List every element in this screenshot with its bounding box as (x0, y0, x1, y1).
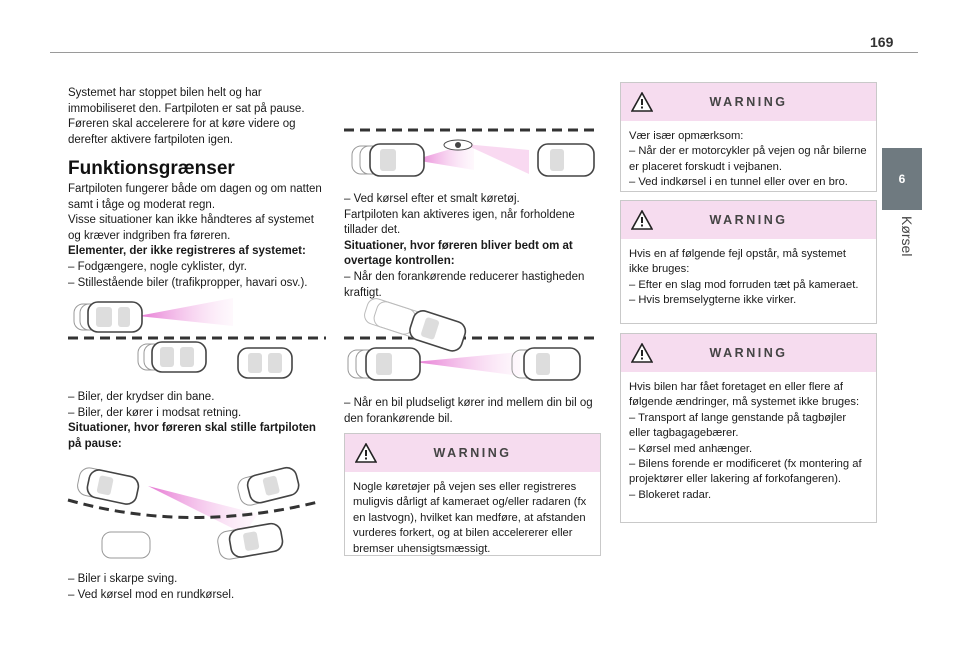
warning-title: WARNING (709, 95, 788, 109)
warning-icon (355, 443, 377, 463)
section-heading: Funktionsgrænser (68, 158, 235, 179)
warning-body (621, 372, 876, 509)
warning-intro: Hvis bilen har fået foretaget en eller flere af følgende ændringer, må systemet ikke bruges: (629, 381, 860, 409)
illustration-crossing-cars (68, 296, 326, 380)
warning-intro: Vær især opmærksom: (629, 130, 744, 142)
warning-item: – Kørsel med anhænger. (629, 442, 753, 455)
crossing-list-item: – Biler, der kører i modsat retning. (68, 406, 242, 419)
warning-header (621, 83, 876, 121)
warning-icon (631, 92, 653, 112)
limits-list-item: – Stillestående biler (trafikpropper, havari osv.). (68, 276, 308, 289)
curve-text (68, 572, 326, 603)
crossing-text (68, 390, 326, 452)
warning-text: Nogle køretøjer på vejen ses eller registreres muligvis dårligt af kameraet og/eller radaren (fx en lastvogn), hvilket kan medføre, at afstanden vurderes forkert, og at bilen accelererer eller bremser uhensigtsmæssigt. (353, 481, 587, 555)
warning-header (621, 201, 876, 239)
limits-p1: Fartpiloten fungerer både om dagen og om natten samt i tåge og moderat regn. (68, 183, 322, 211)
pause-heading: Situationer, hvor føreren skal stille fartpiloten på pause: (68, 422, 316, 450)
warning-box-motorcycles (620, 82, 877, 192)
warning-item: – Når der er motorcykler på vejen og når bilerne er placeret forskudt i vejbanen. (629, 145, 867, 173)
warning-item: – Efter en slag mod forruden tæt på kameraet. (629, 278, 859, 291)
narrow-text (344, 192, 600, 301)
limits-text (68, 182, 326, 291)
illustration-sharp-curve (68, 464, 326, 564)
limits-list-item: – Fodgængere, nogle cyklister, dyr. (68, 260, 247, 273)
narrow-list-item: – Ved kørsel efter et smalt køretøj. (344, 193, 520, 205)
intro-paragraph (68, 86, 324, 148)
warning-item: – Hvis bremselygterne ikke virker. (629, 294, 797, 307)
chapter-title: Kørsel (899, 216, 915, 257)
crossing-list-item: – Biler, der krydser din bane. (68, 391, 215, 403)
curve-list-item: – Ved kørsel mod en rundkørsel. (68, 588, 235, 601)
header-divider (50, 52, 918, 53)
warning-body (621, 239, 876, 315)
takeover-heading: Situationer, hvor føreren bliver bedt om at overtage kontrollen: (344, 239, 573, 268)
warning-item: – Transport af lange genstande på tagbøjler eller tagbagagebærer. (629, 411, 847, 440)
warning-title: WARNING (709, 213, 788, 227)
cut-in-text (344, 396, 600, 427)
warning-item: – Blokeret radar. (629, 488, 712, 501)
warning-title: WARNING (709, 346, 788, 360)
warning-intro: Hvis en af følgende fejl opstår, må systemet ikke bruges: (629, 248, 847, 276)
warning-icon (631, 343, 653, 363)
takeover-list-item: – Når den forankørende reducerer hastigheden kraftigt. (344, 270, 585, 299)
warning-header (345, 434, 600, 472)
warning-header (621, 334, 876, 372)
limits-p2: Visse situationer kan ikke håndteres af systemet og kræver indgriben fra føreren. (68, 214, 314, 242)
curve-list-item: – Biler i skarpe sving. (68, 573, 178, 585)
warning-box-faults (620, 200, 877, 324)
intro-text: Systemet har stoppet bilen helt og har immobiliseret den. Fartpiloten er sat på pause. Føreren skal accelerere for at køre videre og derefter aktivere fartpiloten igen. (68, 87, 305, 146)
limits-p3: Elementer, der ikke registreres af systemet: (68, 245, 306, 258)
illustration-narrow-vehicle (344, 120, 600, 190)
page-number: 169 (870, 34, 894, 50)
warning-body (345, 472, 600, 563)
warning-title: WARNING (433, 446, 512, 460)
warning-box-modifications (620, 333, 877, 523)
resume-text: Fartpiloten kan aktiveres igen, når forholdene tillader det. (344, 208, 575, 237)
illustration-cut-in (344, 304, 600, 386)
cut-in-list-item: – Når en bil pludseligt kører ind mellem din bil og den forankørende bil. (344, 397, 593, 425)
warning-item: – Bilens forende er modificeret (fx montering af projektører eller lakering af forkofangeren). (629, 458, 862, 486)
warning-body (621, 121, 876, 197)
chapter-tab[interactable]: 6 (882, 148, 922, 210)
warning-icon (631, 210, 653, 230)
warning-box-camera (344, 433, 601, 556)
warning-item: – Ved indkørsel i en tunnel eller over en bro. (629, 176, 848, 189)
